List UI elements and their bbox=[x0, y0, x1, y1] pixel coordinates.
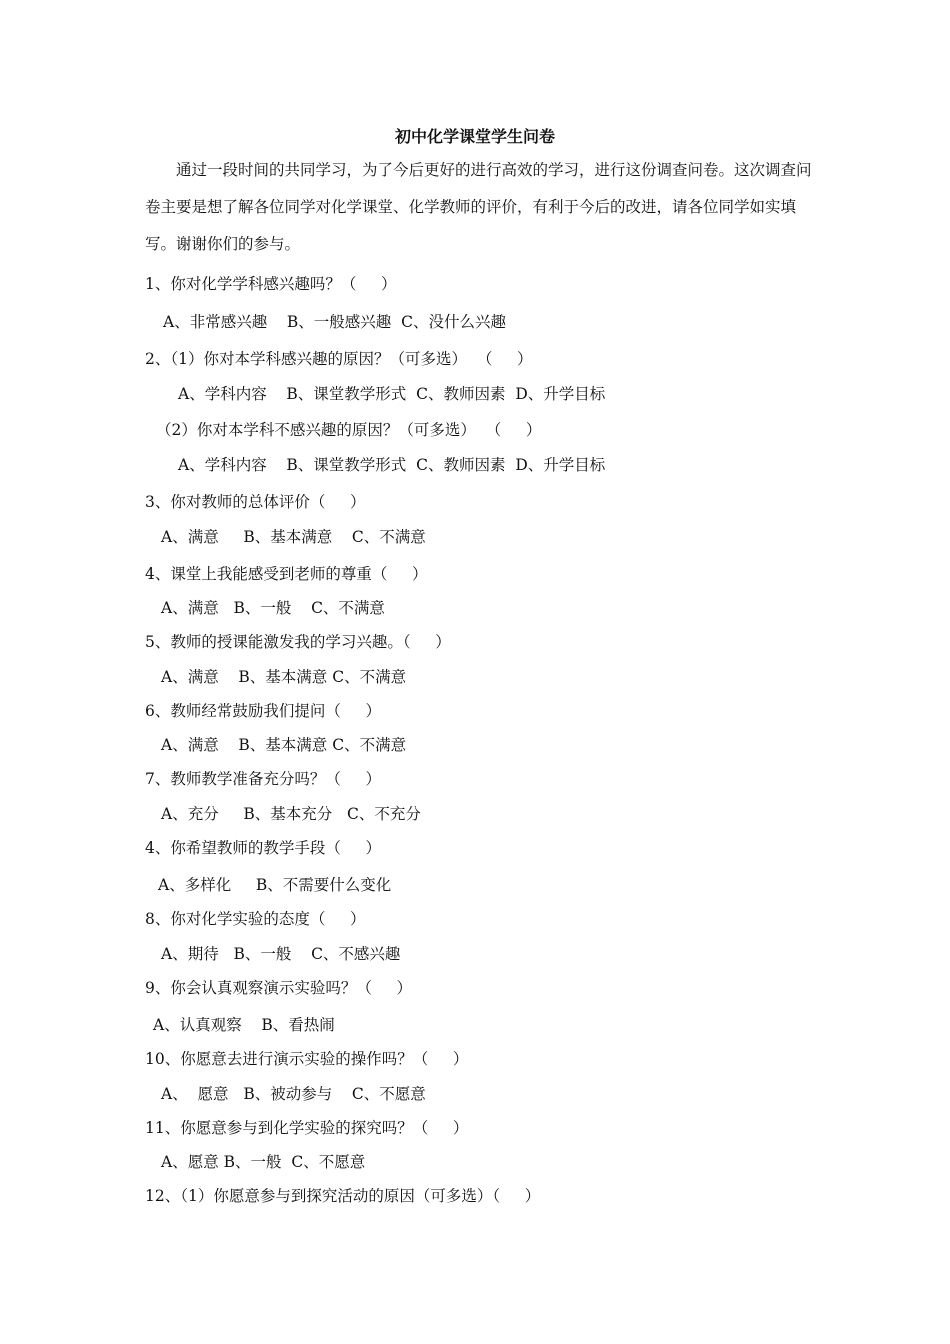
answer-options: A、愿意 B、一般 C、不愿意 bbox=[161, 1153, 366, 1171]
document-title: 初中化学课堂学生问卷 bbox=[394, 127, 555, 146]
question-text: 10、你愿意去进行演示实验的操作吗？（ ） bbox=[145, 1050, 469, 1068]
answer-options: A、期待 B、一般 C、不感兴趣 bbox=[161, 945, 401, 963]
question-text: 11、你愿意参与到化学实验的探究吗？（ ） bbox=[145, 1119, 469, 1137]
answer-options: A、多样化 B、不需要什么变化 bbox=[158, 876, 392, 894]
question-text: 9、你会认真观察演示实验吗？（ ） bbox=[145, 979, 412, 997]
question-text: 5、教师的授课能激发我的学习兴趣。（ ） bbox=[145, 633, 451, 651]
answer-options: A、学科内容 B、课堂教学形式 C、教师因素 D、升学目标 bbox=[178, 385, 606, 403]
question-text: 2、（1）你对本学科感兴趣的原因？（可多选） （ ） bbox=[145, 350, 533, 368]
question-text: 8、你对化学实验的态度（ ） bbox=[145, 910, 366, 928]
question-text: （2）你对本学科不感兴趣的原因？（可多选） （ ） bbox=[156, 421, 542, 439]
answer-options: A、 愿意 B、被动参与 C、不愿意 bbox=[161, 1085, 426, 1103]
question-text: 1、你对化学学科感兴趣吗？（ ） bbox=[145, 275, 397, 293]
answer-options: A、非常感兴趣 B、一般感兴趣 C、没什么兴趣 bbox=[163, 313, 507, 331]
answer-options: A、满意 B、基本满意 C、不满意 bbox=[161, 736, 407, 754]
answer-options: A、充分 B、基本充分 C、不充分 bbox=[161, 805, 421, 823]
answer-options: A、满意 B、基本满意 C、不满意 bbox=[161, 528, 426, 546]
answer-options: A、学科内容 B、课堂教学形式 C、教师因素 D、升学目标 bbox=[178, 456, 606, 474]
question-text: 3、你对教师的总体评价（ ） bbox=[145, 493, 366, 511]
question-text: 4、你希望教师的教学手段（ ） bbox=[145, 839, 381, 857]
question-text: 6、教师经常鼓励我们提问（ ） bbox=[145, 702, 381, 720]
question-text: 12、（1）你愿意参与到探究活动的原因（可多选）（ ） bbox=[145, 1187, 541, 1205]
answer-options: A、满意 B、基本满意 C、不满意 bbox=[161, 668, 407, 686]
question-text: 7、教师教学准备充分吗？（ ） bbox=[145, 770, 381, 788]
question-text: 4、课堂上我能感受到老师的尊重（ ） bbox=[145, 565, 428, 583]
answer-options: A、认真观察 B、看热闹 bbox=[153, 1016, 335, 1034]
intro-paragraph: 通过一段时间的共同学习，为了今后更好的进行高效的学习，进行这份调查问卷。这次调查问卷主要是想了解各位同学对化学课堂、化学教师的评价，有利于今后的改进，请各位同学如实填写。谢谢你们的参与。 bbox=[145, 161, 812, 253]
answer-options: A、满意 B、一般 C、不满意 bbox=[161, 599, 385, 617]
